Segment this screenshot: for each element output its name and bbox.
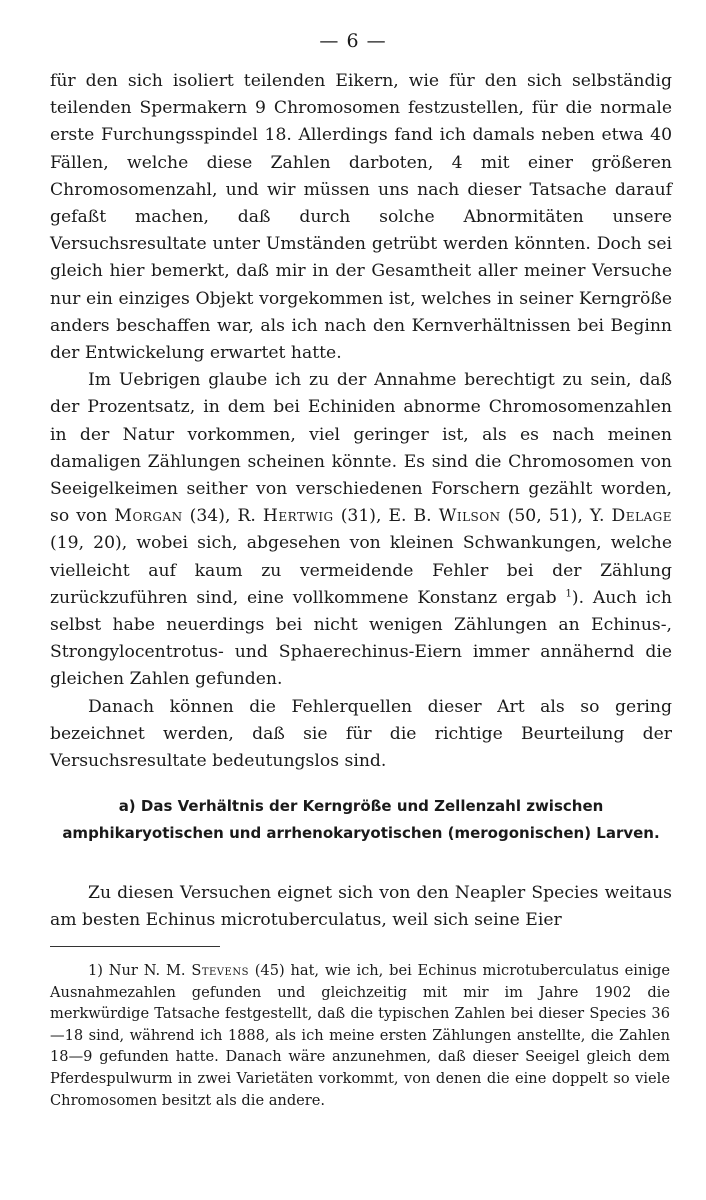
paragraph-2-text-6: ). Auch ich selbst habe neuerdings bei nicht wenigen Zählungen an Echinus-, Strongylocentrotus- und Sphaerechinus-Eiern immer annähernd die gleichen Zahlen gefunden. [50,587,673,690]
paragraph-2-text-3: (31), E. B. [333,506,439,527]
footnote [50,960,670,1111]
author-wilson: Wilson [438,506,501,527]
paragraph-2-text-2: (34), R. [182,506,263,527]
paragraph-3: Danach können die Fehlerquellen dieser Art als so gering bezeichnet werden, daß sie für die richtige Beurteilung der Versuchsresultate bedeutungslos sind. [50,696,672,772]
footnote-text-1: 1) Nur N. M. [88,962,192,979]
main-text [50,68,672,775]
author-morgan: Morgan [114,506,183,527]
footnote-text [50,960,670,1111]
footnote-text-2: (45) hat, wie ich, bei Echinus microtuberculatus einige Ausnahmezahlen gefunden und gleichzeitig mit mir im Jahre 1902 die merkwürdige Tatsache festgestellt, daß die typischen Zahlen bei dieser Species 36—18 sind, während ich 1888, als ich meine ersten Zählungen anstellte, die Zahlen 18—9 gefunden hatte. Danach wäre anzunehmen, daß dieser Seeigel gleich dem Pferdespulwurm in zwei Varietäten vorkommt, von denen die eine doppelt so viele Chromosomen besitzt als die andere. [50,962,670,1109]
paragraph-2-text-4: (50, 51), Y. [500,506,612,527]
footnote-reference: 1 [565,588,572,600]
section-text [50,880,672,934]
paragraph-2-text-5: (19, 20), wobei sich, abgesehen von kleinen Schwankungen, welche vielleicht auf kaum zu vermeidende Fehler bei der Zählung zurückzuführen sind, eine vollkommene Konstanz ergab [50,533,672,608]
paragraph-1: für den sich isoliert teilenden Eikern, wie für den sich selbständig teilenden Spermakern 9 Chromosomen festzustellen, für die normale erste Furchungsspindel 18. Allerdings fand ich damals neben etwa 40 Fällen, welche diese Zahlen darboten, 4 mit einer größeren Chromosomenzahl, und wir müssen uns nach dieser Tatsache darauf gefaßt machen, daß durch solche Abnormitäten unsere Versuchsresultate unter Umständen getrübt werden könnten. Doch sei gleich hier bemerkt, daß mir in der Gesamtheit aller meiner Versuche nur ein einziges Objekt vorgekommen ist, welches in seiner Kerngröße anders beschaffen war, als ich nach den Kernverhältnissen bei Beginn der Entwickelung erwartet hatte. [50,71,672,364]
page-number: — 6 — [319,30,387,52]
paragraph-2 [50,367,672,693]
paragraph-2-text-1: Im Uebrigen glaube ich zu der Annahme berechtigt zu sein, daß der Prozentsatz, in dem bei Echiniden abnorme Chromosomenzahlen in der Natur vorkommen, viel geringer ist, als es nach meinen damaligen Zählungen scheinen könnte. Es sind die Chromosomen von Seeigelkeimen seither von verschiedenen Forschern gezählt worden, so von [50,370,672,527]
author-hertwig: Hertwig [262,506,334,527]
footnote-divider [50,946,220,947]
author-delage: Delage [611,506,672,527]
author-stevens: Stevens [191,962,249,979]
section-heading: a) Das Verhältnis der Kerngröße und Zellenzahl zwischen amphikaryotischen und arrhenokaryotischen (merogonischen) Larven. [62,797,660,842]
section-paragraph-1: Zu diesen Versuchen eignet sich von den Neapler Species weitaus am besten Echinus microtuberculatus, weil sich seine Eier [50,883,672,931]
